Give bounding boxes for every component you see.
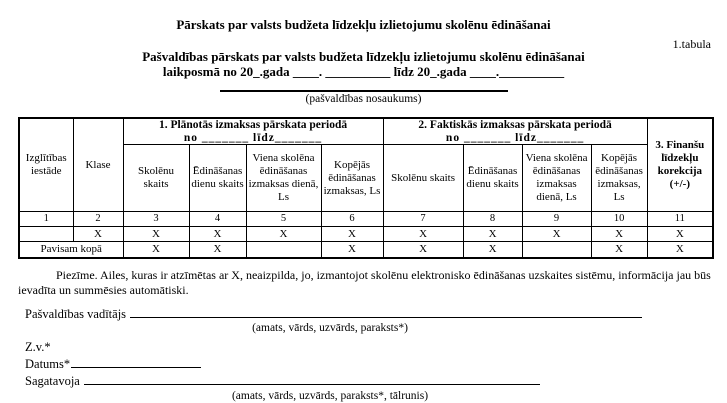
prepared-by-label: Sagatavoja bbox=[25, 373, 80, 388]
data-cell-x: X bbox=[647, 227, 713, 242]
data-cell-x: X bbox=[321, 227, 383, 242]
actual-costs-title: 2. Faktiskās izmaksas pārskata periodā bbox=[418, 119, 612, 131]
total-cell-x: X bbox=[591, 242, 647, 258]
municipality-name-blank-line bbox=[220, 79, 508, 92]
report-table bbox=[18, 117, 714, 259]
data-cell-x: X bbox=[73, 227, 123, 242]
planned-costs-title: 1. Plānotās izmaksas pārskata periodā bbox=[158, 119, 348, 131]
column-number-cell: 11 bbox=[647, 212, 713, 227]
seal-row bbox=[25, 340, 727, 355]
date-blank-line bbox=[71, 355, 201, 368]
seal-label: Z.v.* bbox=[25, 339, 51, 354]
column-number-cell: 10 bbox=[591, 212, 647, 227]
column-number-cell: 5 bbox=[246, 212, 321, 227]
subheader-planned-total-cost: Kopējās ēdināšanas izmaksas, Ls bbox=[321, 145, 383, 212]
header-class: Klase bbox=[73, 118, 123, 212]
total-cell-x: X bbox=[647, 242, 713, 258]
subheader-planned-cost-per-student: Viena skolēna ēdināšanas izmaksas dienā, Ls bbox=[246, 145, 321, 212]
subheader-actual-total-cost: Kopējās ēdināšanas izmaksas, Ls bbox=[591, 145, 647, 212]
data-cell-x: X bbox=[246, 227, 321, 242]
actual-costs-period-blanks: no _______ līdz_______ bbox=[445, 132, 585, 144]
column-number-cell: 7 bbox=[383, 212, 463, 227]
date-label: Datums* bbox=[25, 356, 71, 371]
column-number-cell: 1 bbox=[19, 212, 73, 227]
subheader-actual-cost-per-student: Viena skolēna ēdināšanas izmaksas dienā, Ls bbox=[522, 145, 591, 212]
subheader-actual-meal-days: Ēdināšanas dienu skaits bbox=[463, 145, 522, 212]
subtitle-period-line: laikposmā no 20_.gada ____. __________ līdz 20_.gada ____.__________ bbox=[162, 64, 565, 79]
total-row-label: Pavisam kopā bbox=[19, 242, 123, 258]
prepared-by-row bbox=[25, 372, 727, 389]
data-entry-row bbox=[19, 227, 713, 242]
column-number-cell: 2 bbox=[73, 212, 123, 227]
subtitle-line-1: Pašvaldības pārskats par valsts budžeta līdzekļu izlietojumu skolēnu ēdināšanai bbox=[142, 49, 585, 64]
column-number-cell: 8 bbox=[463, 212, 522, 227]
prepared-by-caption: (amats, vārds, uzvārds, paraksts*, tālrunis) bbox=[231, 389, 429, 402]
table-header-row-subcolumns bbox=[19, 145, 713, 212]
total-cell-x: X bbox=[189, 242, 246, 258]
header-group-planned-costs bbox=[123, 118, 383, 145]
column-number-cell: 6 bbox=[321, 212, 383, 227]
municipality-leader-signature-row bbox=[25, 305, 727, 322]
table-header-row-groups bbox=[19, 118, 713, 145]
data-cell-empty bbox=[19, 227, 73, 242]
header-group-actual-costs bbox=[383, 118, 647, 145]
data-cell-x: X bbox=[189, 227, 246, 242]
data-cell-x: X bbox=[591, 227, 647, 242]
total-cell-x: X bbox=[383, 242, 463, 258]
data-cell-x: X bbox=[463, 227, 522, 242]
header-education-institution: Izglītības iestāde bbox=[19, 118, 73, 212]
leader-signature-caption: (amats, vārds, uzvārds, paraksts*) bbox=[252, 321, 408, 334]
subheader-planned-student-count: Skolēnu skaits bbox=[123, 145, 189, 212]
column-number-cell: 9 bbox=[522, 212, 591, 227]
data-cell-x: X bbox=[123, 227, 189, 242]
data-cell-x: X bbox=[383, 227, 463, 242]
column-number-cell: 4 bbox=[189, 212, 246, 227]
total-cell-empty bbox=[522, 242, 591, 258]
total-cell-empty bbox=[246, 242, 321, 258]
total-cell-x: X bbox=[321, 242, 383, 258]
column-number-cell: 3 bbox=[123, 212, 189, 227]
municipality-leader-signature-line bbox=[130, 305, 642, 318]
data-cell-x: X bbox=[522, 227, 591, 242]
prepared-by-signature-line bbox=[84, 372, 540, 385]
municipality-leader-label: Pašvaldības vadītājs bbox=[25, 306, 127, 321]
subheader-actual-student-count: Skolēnu skaits bbox=[383, 145, 463, 212]
subheader-planned-meal-days: Ēdināšanas dienu skaits bbox=[189, 145, 246, 212]
date-row bbox=[25, 355, 727, 372]
total-cell-x: X bbox=[463, 242, 522, 258]
municipality-name-caption: (pašvaldības nosaukums) bbox=[305, 93, 422, 105]
column-number-row bbox=[19, 212, 713, 227]
total-cell-x: X bbox=[123, 242, 189, 258]
table-reference-label: 1.tabula bbox=[672, 37, 711, 51]
note-text: Piezīme. Ailes, kuras ir atzīmētas ar X, neaizpilda, jo, izmantojot skolēnu elektronisko ēdināšanas uzskaites sistēmu, informācija jau būs ievadīta un summēsies automātiski. bbox=[18, 267, 711, 297]
planned-costs-period-blanks: no _______ līdz_______ bbox=[183, 132, 323, 144]
page-title: Pārskats par valsts budžeta līdzekļu izlietojumu skolēnu ēdināšanai bbox=[176, 17, 551, 32]
total-row bbox=[19, 242, 713, 258]
header-financial-correction: 3. Finanšu līdzekļu korekcija (+/-) bbox=[647, 118, 713, 212]
